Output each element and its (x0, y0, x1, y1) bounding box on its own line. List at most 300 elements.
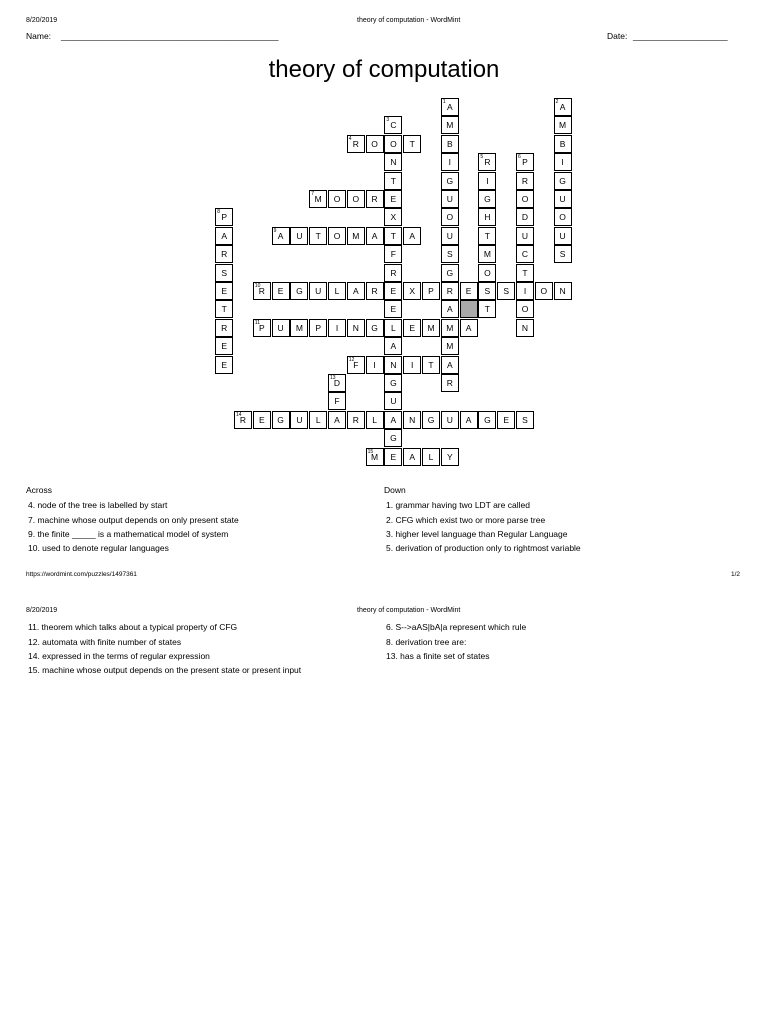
crossword-cell[interactable] (290, 227, 308, 245)
crossword-cell[interactable] (403, 227, 421, 245)
crossword-cell[interactable] (403, 411, 421, 429)
cell-letter: G (277, 414, 284, 425)
crossword-cell[interactable] (460, 319, 478, 337)
crossword-cell[interactable] (215, 208, 233, 226)
across-clue-7: 7. machine whose output depends on only present state (28, 515, 239, 525)
cell-letter: O (390, 138, 397, 149)
crossword-cell[interactable] (384, 264, 402, 282)
cell-letter: A (334, 414, 340, 425)
crossword-cell[interactable] (554, 135, 572, 153)
cell-letter: G (390, 433, 397, 444)
down-heading: Down (384, 485, 406, 495)
cell-letter: B (559, 138, 566, 149)
crossword-cell[interactable] (290, 411, 308, 429)
cell-letter: F (390, 249, 396, 260)
crossword-cell[interactable] (234, 411, 252, 429)
date-line[interactable]: ____________________ (633, 31, 728, 41)
cell-letter: R (390, 267, 397, 278)
crossword-cell[interactable] (384, 448, 402, 466)
cell-letter: R (352, 138, 359, 149)
clue-number: 13 (330, 375, 336, 381)
page2-site-title: theory of computation - WordMint (357, 607, 461, 614)
crossword-cell[interactable] (272, 319, 290, 337)
clue-number: 12 (348, 356, 355, 363)
crossword-cell[interactable] (384, 172, 402, 190)
crossword-cell[interactable] (554, 116, 572, 134)
crossword-cell[interactable] (328, 319, 346, 337)
crossword-cell[interactable] (328, 392, 346, 410)
cell-letter: R (221, 249, 228, 260)
crossword-cell[interactable] (366, 227, 384, 245)
crossword-cell[interactable] (516, 208, 534, 226)
crossword-cell[interactable] (366, 135, 384, 153)
cell-letter: M (314, 194, 322, 204)
cell-letter: A (221, 230, 228, 241)
crossword-cell[interactable] (478, 208, 496, 226)
crossword-cell[interactable] (215, 319, 233, 337)
cell-letter: N (390, 157, 397, 168)
across-clue-15: 15. machine whose output depends on the present state or present input (28, 665, 302, 675)
crossword-cell[interactable] (441, 190, 459, 208)
crossword-cell[interactable] (309, 282, 327, 300)
crossword-cell[interactable] (347, 282, 365, 300)
cell-letter: T (315, 230, 321, 241)
clue-number: 5 (480, 154, 484, 161)
crossword-cell[interactable] (478, 153, 496, 171)
cell-letter: R (484, 157, 491, 168)
crossword-cell[interactable] (384, 300, 402, 318)
crossword-cell[interactable] (441, 208, 459, 226)
crossword-cell[interactable] (516, 319, 534, 337)
crossword-cell[interactable] (441, 337, 459, 355)
cell-letter: O (521, 194, 529, 204)
cell-letter: E (390, 286, 397, 296)
cell-letter: P (428, 286, 434, 296)
crossword-cell[interactable] (441, 374, 459, 392)
cell-letter: T (484, 304, 490, 315)
crossword-cell[interactable] (328, 411, 346, 429)
cell-letter: M (483, 249, 491, 260)
cell-letter: M (446, 341, 454, 352)
crossword-cell[interactable] (384, 374, 402, 392)
crossword-cell[interactable] (554, 172, 572, 190)
crossword-cell[interactable] (478, 172, 496, 190)
crossword-cell[interactable] (403, 319, 421, 337)
crossword-cell[interactable] (366, 356, 384, 374)
crossword-cell[interactable] (478, 282, 496, 300)
crossword-cell[interactable] (554, 98, 572, 116)
crossword-cell[interactable] (215, 227, 233, 245)
crossword-cell[interactable] (347, 356, 365, 374)
cell-letter: O (333, 194, 341, 204)
cell-letter: O (333, 230, 341, 241)
crossword-cell[interactable] (403, 448, 421, 466)
cell-letter: M (371, 451, 379, 462)
cell-letter: I (411, 359, 414, 370)
name-line[interactable]: ______________________________________________ (61, 31, 279, 41)
cell-letter: I (561, 157, 564, 168)
cell-letter: U (315, 286, 322, 296)
cell-letter: U (277, 322, 284, 333)
crossword-cell[interactable] (441, 98, 459, 116)
crossword-cell[interactable] (441, 448, 459, 466)
crossword-cell[interactable] (422, 448, 440, 466)
across-clue-14: 14. expressed in the terms of regular expression (28, 651, 210, 661)
crossword-cell[interactable] (441, 356, 459, 374)
cell-letter: A (409, 451, 416, 462)
crossword-cell[interactable] (497, 282, 515, 300)
cell-letter: E (409, 322, 416, 333)
crossword-cell[interactable] (253, 411, 271, 429)
cell-letter: A (277, 230, 284, 241)
crossword-cell[interactable] (309, 190, 327, 208)
cell-letter: A (446, 359, 453, 370)
cell-letter: L (428, 451, 434, 462)
crossword-cell[interactable] (554, 208, 572, 226)
crossword-cell[interactable] (441, 264, 459, 282)
clue-number: 8 (217, 209, 220, 216)
crossword-cell[interactable] (554, 227, 572, 245)
cell-letter: G (484, 414, 491, 425)
crossword-cell[interactable] (384, 245, 402, 263)
crossword-cell[interactable] (328, 282, 346, 300)
crossword-cell[interactable] (478, 300, 496, 318)
crossword-cell[interactable] (384, 282, 402, 300)
crossword-cell[interactable] (384, 356, 402, 374)
cell-letter: N (352, 322, 359, 333)
cell-letter: N (521, 322, 529, 333)
cell-letter: R (258, 286, 265, 296)
crossword-cell[interactable] (215, 264, 233, 282)
cell-letter: R (352, 414, 359, 425)
cell-letter: B (446, 138, 453, 149)
cell-letter: E (503, 414, 510, 425)
crossword-cell[interactable] (516, 264, 534, 282)
shaded-cell (460, 300, 478, 318)
crossword-cell[interactable] (290, 282, 308, 300)
cell-letter: X (390, 212, 397, 223)
cell-letter: E (390, 194, 397, 204)
cell-letter: I (335, 322, 339, 333)
down-clue-8: 8. derivation tree are: (386, 637, 467, 647)
cell-letter: G (484, 194, 491, 204)
cell-letter: C (390, 120, 397, 131)
cell-letter: G (559, 175, 566, 186)
cell-letter: R (521, 175, 529, 186)
crossword-cell[interactable] (347, 319, 365, 337)
crossword-cell[interactable] (366, 448, 384, 466)
crossword-cell[interactable] (441, 319, 459, 337)
cell-letter: M (427, 322, 435, 333)
print-date: 8/20/2019 (26, 17, 58, 24)
crossword-cell[interactable] (516, 300, 534, 318)
clue-number: 4 (348, 135, 352, 142)
cell-letter: R (446, 378, 453, 388)
cell-letter: T (522, 267, 528, 278)
cell-letter: L (391, 322, 396, 333)
crossword-cell[interactable] (309, 227, 327, 245)
crossword-cell[interactable] (441, 153, 459, 171)
cell-letter: R (221, 322, 228, 333)
crossword-cell[interactable] (516, 411, 534, 429)
crossword-cell[interactable] (384, 392, 402, 410)
cell-letter: E (221, 359, 228, 370)
crossword-cell[interactable] (253, 319, 271, 337)
cell-letter: E (390, 304, 397, 315)
crossword-cell[interactable] (347, 135, 365, 153)
cell-letter: F (334, 396, 340, 407)
crossword-cell[interactable] (403, 356, 421, 374)
crossword-cell[interactable] (384, 190, 402, 208)
footer-page: 1/2 (731, 571, 741, 578)
crossword-cell[interactable] (516, 153, 534, 171)
cell-letter: N (409, 414, 416, 425)
cell-letter: F (353, 359, 359, 370)
crossword-cell[interactable] (328, 374, 346, 392)
crossword-cell[interactable] (384, 411, 402, 429)
crossword-cell[interactable] (441, 116, 459, 134)
across-clue-10: 10. used to denote regular languages (28, 543, 169, 553)
cell-letter: E (221, 341, 228, 352)
cell-letter: G (446, 175, 454, 186)
cell-letter: O (559, 212, 566, 223)
crossword-cell[interactable] (497, 411, 515, 429)
crossword-cell[interactable] (478, 411, 496, 429)
crossword-cell[interactable] (403, 135, 421, 153)
cell-letter: L (334, 286, 340, 296)
clue-number: 11 (254, 319, 260, 326)
crossword-cell[interactable] (215, 300, 233, 318)
cell-letter: P (258, 322, 265, 333)
crossword-cell[interactable] (384, 319, 402, 337)
crossword-cell[interactable] (478, 264, 496, 282)
crossword-cell[interactable] (384, 153, 402, 171)
crossword-cell[interactable] (441, 172, 459, 190)
cell-letter: R (371, 194, 378, 204)
crossword-cell[interactable] (347, 227, 365, 245)
crossword-cell[interactable] (347, 411, 365, 429)
cell-letter: U (559, 194, 566, 204)
clue-number: 9 (273, 227, 277, 234)
cell-letter: O (540, 286, 548, 296)
cell-letter: T (409, 138, 415, 149)
crossword-cell[interactable] (460, 282, 478, 300)
crossword-cell[interactable] (478, 227, 496, 245)
clue-number: 1 (442, 99, 446, 105)
cell-letter: N (390, 359, 397, 370)
clue-number: 10 (254, 283, 261, 289)
cell-letter: S (522, 414, 528, 425)
crossword-cell[interactable] (441, 135, 459, 153)
crossword-cell[interactable] (422, 411, 440, 429)
crossword-cell[interactable] (328, 227, 346, 245)
crossword-cell[interactable] (554, 190, 572, 208)
crossword-cell[interactable] (554, 282, 572, 300)
cell-letter: G (390, 378, 397, 388)
cell-letter: M (559, 120, 567, 131)
clue-number: 14 (236, 411, 242, 418)
crossword-cell[interactable] (309, 319, 327, 337)
cell-letter: P (522, 157, 528, 168)
cell-letter: S (446, 249, 453, 260)
cell-letter: A (465, 322, 472, 333)
cell-letter: I (373, 359, 376, 370)
cell-letter: D (521, 212, 529, 223)
cell-letter: G (427, 414, 435, 425)
site-title: theory of computation - WordMint (357, 17, 461, 24)
crossword-cell[interactable] (272, 411, 290, 429)
cell-letter: L (315, 414, 321, 425)
name-label: Name: (26, 31, 52, 41)
cell-letter: M (446, 120, 454, 131)
crossword-cell[interactable] (478, 190, 496, 208)
crossword-cell[interactable] (215, 337, 233, 355)
cell-letter: A (446, 102, 453, 112)
cell-letter: A (371, 230, 378, 241)
crossword-cell[interactable] (554, 245, 572, 263)
crossword-cell[interactable] (441, 300, 459, 318)
cell-letter: A (465, 414, 472, 425)
crossword-cell[interactable] (366, 190, 384, 208)
down-clue-1: 1. grammar having two LDT are called (386, 500, 530, 510)
across-clue-11: 11. theorem which talks about a typical property of CFG (28, 622, 238, 632)
cell-letter: S (484, 286, 491, 296)
crossword-cell[interactable] (516, 245, 534, 263)
crossword-cell[interactable] (384, 116, 402, 134)
cell-letter: T (390, 230, 396, 241)
crossword-cell[interactable] (516, 172, 534, 190)
cell-letter: R (446, 286, 453, 296)
crossword-cell[interactable] (422, 282, 440, 300)
clue-number: 2 (555, 99, 559, 105)
cell-letter: M (352, 230, 360, 241)
across-clue-12: 12. automata with finite number of states (28, 637, 182, 647)
cell-letter: O (446, 212, 454, 223)
date-label: Date: (607, 31, 628, 41)
cell-letter: E (221, 286, 228, 296)
crossword-cell[interactable] (441, 245, 459, 263)
crossword-cell[interactable] (441, 227, 459, 245)
cell-letter: E (465, 286, 472, 296)
cell-letter: E (390, 451, 397, 462)
crossword-cell[interactable] (215, 282, 233, 300)
crossword-cell[interactable] (366, 282, 384, 300)
across-clue-9: 9. the finite _____ is a mathematical model of system (28, 529, 229, 539)
down-clue-5: 5. derivation of production only to rightmost variable (386, 543, 581, 553)
cell-letter: L (372, 414, 377, 425)
cell-letter: H (484, 212, 491, 223)
crossword-cell[interactable] (384, 135, 402, 153)
cell-letter: T (390, 175, 396, 186)
page2-print-date: 8/20/2019 (26, 607, 58, 614)
cell-letter: E (277, 286, 284, 296)
crossword-cell[interactable] (422, 319, 440, 337)
crossword-grid (0, 0, 768, 480)
crossword-cell[interactable] (215, 245, 233, 263)
crossword-cell[interactable] (516, 227, 534, 245)
cell-letter: D (333, 378, 341, 388)
crossword-cell[interactable] (422, 356, 440, 374)
cell-letter: M (295, 322, 303, 333)
crossword-cell[interactable] (441, 411, 459, 429)
crossword-cell[interactable] (347, 190, 365, 208)
footer-url[interactable]: https://wordmint.com/puzzles/1497361 (26, 571, 137, 578)
crossword-cell[interactable] (384, 429, 402, 447)
crossword-cell[interactable] (554, 153, 572, 171)
cell-letter: S (559, 249, 566, 260)
down-clue-2: 2. CFG which exist two or more parse tree (386, 515, 546, 525)
crossword-cell[interactable] (516, 190, 534, 208)
crossword-cell[interactable] (366, 319, 384, 337)
cell-letter: E (258, 414, 265, 425)
cell-letter: A (409, 230, 416, 241)
cell-letter: I (523, 286, 527, 296)
crossword-cell[interactable] (403, 282, 421, 300)
cell-letter: I (486, 175, 489, 186)
clue-number: 7 (311, 191, 314, 197)
crossword-cell[interactable] (441, 282, 459, 300)
clue-number: 3 (386, 117, 390, 124)
across-clue-4: 4. node of the tree is labelled by start (28, 500, 168, 510)
cell-letter: U (296, 414, 303, 425)
crossword-cell[interactable] (272, 282, 290, 300)
crossword-cell[interactable] (384, 227, 402, 245)
cell-letter: U (446, 414, 453, 425)
cell-letter: N (559, 286, 566, 296)
cell-letter: U (446, 230, 453, 241)
cell-letter: A (390, 414, 397, 425)
cell-letter: A (446, 304, 453, 315)
crossword-cell[interactable] (253, 282, 271, 300)
cell-letter: P (221, 212, 228, 223)
cell-letter: T (221, 304, 227, 315)
cell-letter: U (446, 194, 453, 204)
crossword-cell[interactable] (535, 282, 553, 300)
cell-letter: M (446, 322, 454, 333)
cell-letter: S (503, 286, 510, 296)
down-clue-13: 13. has a finite set of states (386, 651, 490, 661)
cell-letter: C (521, 249, 529, 260)
cell-letter: O (484, 267, 491, 278)
cell-letter: A (352, 286, 359, 296)
cell-letter: Y (446, 451, 453, 462)
cell-letter: O (352, 194, 360, 204)
cell-letter: G (371, 322, 378, 333)
crossword-cell[interactable] (309, 411, 327, 429)
crossword-cell[interactable] (384, 208, 402, 226)
cell-letter: I (448, 157, 451, 168)
cell-letter: T (484, 230, 490, 241)
cell-letter: G (296, 286, 303, 296)
crossword-cell[interactable] (460, 411, 478, 429)
clue-number: 6 (518, 154, 521, 161)
crossword-cell[interactable] (215, 356, 233, 374)
crossword-cell[interactable] (516, 282, 534, 300)
cell-letter: O (521, 304, 529, 315)
crossword-cell[interactable] (478, 245, 496, 263)
cell-letter: U (559, 230, 566, 241)
crossword-cell[interactable] (328, 190, 346, 208)
cell-letter: O (371, 138, 378, 149)
down-clue-6: 6. S-->aAS|bA|a represent which rule (386, 622, 527, 632)
crossword-cell[interactable] (366, 411, 384, 429)
cell-letter: U (390, 396, 397, 407)
crossword-cell[interactable] (290, 319, 308, 337)
cell-letter: X (409, 286, 416, 296)
crossword-cell[interactable] (272, 227, 290, 245)
cell-letter: P (315, 322, 322, 333)
crossword-cell[interactable] (384, 337, 402, 355)
